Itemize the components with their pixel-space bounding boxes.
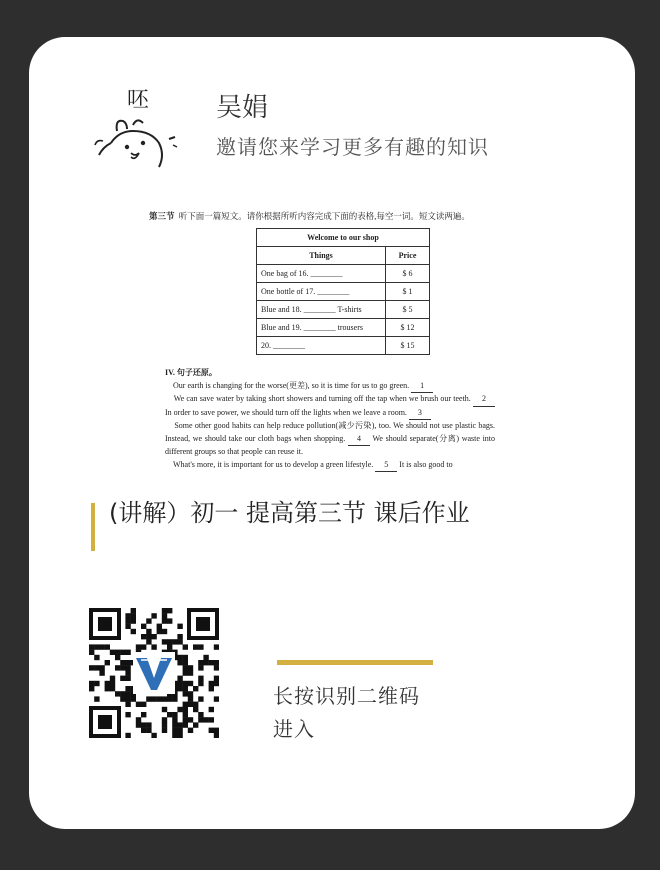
row-thing: One bottle of 17. ________	[257, 283, 386, 301]
qr-hint	[273, 680, 420, 746]
row-price: $ 5	[386, 301, 430, 319]
row-thing: 20. ________	[257, 337, 386, 355]
share-card	[29, 37, 635, 829]
row-price: $ 6	[386, 265, 430, 283]
passage-paragraph	[165, 420, 495, 459]
invite-text: 邀请您来学习更多有趣的知识	[216, 135, 489, 159]
shop-table-title: Welcome to our shop	[257, 229, 430, 247]
qr-hint-line1: 长按识别二维码	[273, 684, 420, 708]
answer-blank: 1	[411, 380, 433, 394]
answer-blank: 4	[348, 433, 370, 447]
table-row	[257, 265, 430, 283]
sentence-completion-section	[165, 367, 495, 472]
passage-text: We should separate(分离) waste into different groups so that people can reuse it.	[165, 433, 496, 456]
passage-text: What's more, it is important for us to develop a green lifestyle.	[173, 459, 374, 469]
title-accent-bar	[91, 503, 95, 551]
table-row	[257, 283, 430, 301]
avatar-caption: 呸	[127, 88, 150, 113]
col-price: Price	[386, 247, 430, 265]
row-thing: Blue and 19. ________ trousers	[257, 319, 386, 337]
answer-blank: 2	[473, 393, 495, 407]
answer-blank: 5	[375, 459, 397, 473]
worksheet-section-heading	[149, 210, 509, 222]
table-row	[257, 337, 430, 355]
table-row	[257, 301, 430, 319]
row-thing: One bag of 16. ________	[257, 265, 386, 283]
worksheet-section-instruction: 听下面一篇短文。请你根据所听内容完成下面的表格,每空一词。短文读两遍。	[178, 211, 470, 221]
passage-paragraph	[165, 459, 495, 473]
table-row	[257, 319, 430, 337]
shop-table	[256, 228, 430, 355]
passage-text: Our earth is changing for the worse(更差), so it is time for us to go green.	[173, 380, 410, 390]
qr-hint-line2: 进入	[273, 717, 315, 741]
worksheet-preview	[149, 210, 509, 472]
qr-code-icon[interactable]	[89, 608, 219, 738]
passage-paragraph	[165, 393, 495, 420]
answer-blank: 3	[409, 407, 431, 421]
passage-paragraph	[165, 380, 495, 394]
row-price: $ 12	[386, 319, 430, 337]
logo-icon	[133, 652, 175, 694]
col-things: Things	[257, 247, 386, 265]
section4-title: IV. 句子还原。	[165, 368, 217, 377]
passage-text: It is also good to	[399, 459, 453, 469]
row-price: $ 1	[386, 283, 430, 301]
avatar	[89, 81, 189, 181]
row-thing: Blue and 18. ________ T-shirts	[257, 301, 386, 319]
passage-text: In order to save power, we should turn off the lights when we leave a room.	[165, 407, 407, 417]
username: 吴娟	[216, 93, 269, 123]
passage-text: Some other good habits can help reduce pollution(减少污染), too. We should not use plastic bags. Instead, we should take our cloth bags when shopping.	[165, 421, 495, 443]
row-price: $ 15	[386, 337, 430, 355]
course-title: (讲解）初一 提高第三节 课后作业	[109, 499, 470, 527]
passage-text: We can save water by taking short showers and turning off the tap when we brush our teeth.	[173, 394, 471, 403]
qr-accent-line	[277, 660, 433, 665]
worksheet-section-label: 第三节	[149, 211, 175, 221]
